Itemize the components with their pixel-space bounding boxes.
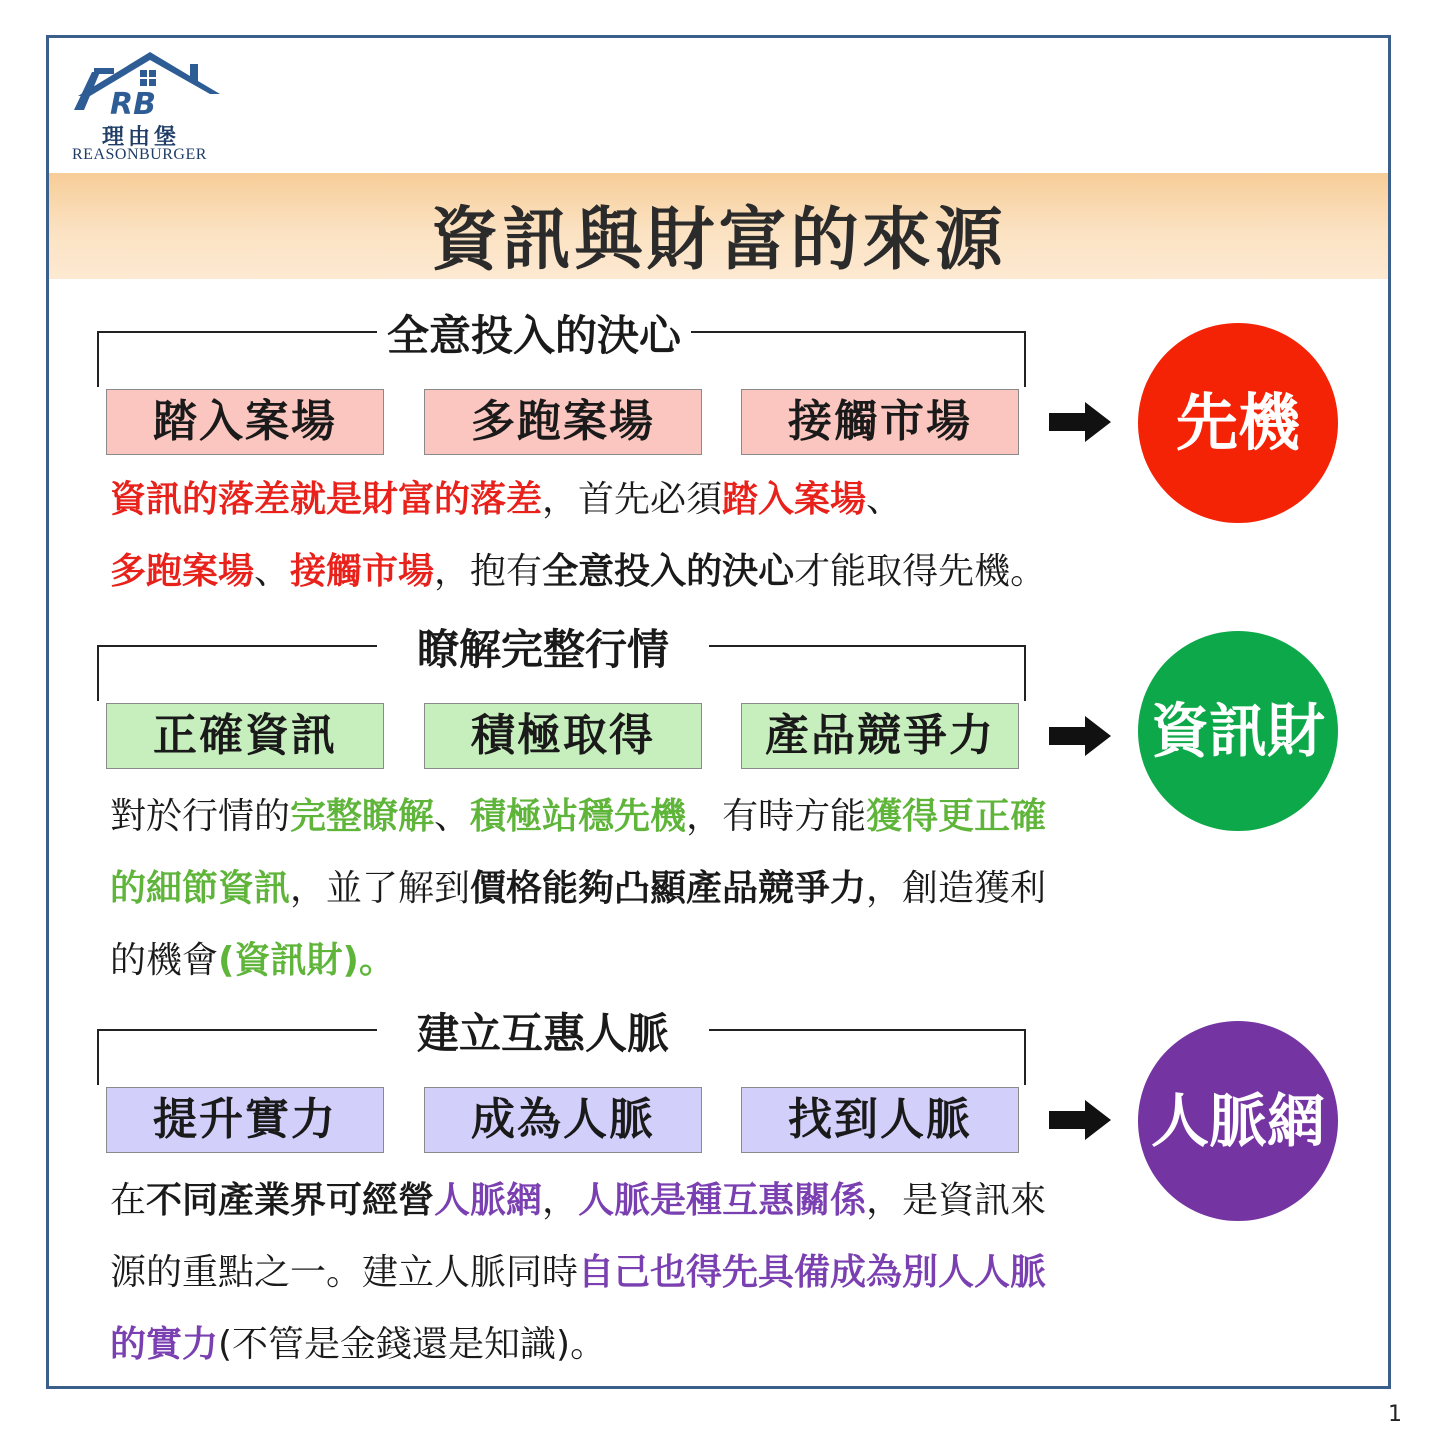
paragraph-section-2: [110, 781, 1160, 997]
bracket-section-2: [97, 625, 1026, 701]
text-span: 、: [254, 551, 291, 592]
text-span: 人脈是種互惠關係: [578, 1180, 867, 1221]
section-2-heading: 瞭解完整行情: [377, 617, 709, 677]
logo-name-cn: 理由堡: [102, 124, 181, 150]
text-span: ，抱有: [434, 551, 543, 592]
text-span: 源的重點之一。建立人脈同時: [110, 1252, 579, 1293]
box-step-2: 成為人脈: [424, 1087, 702, 1153]
section-3-heading: 建立互惠人脈: [377, 1001, 709, 1061]
text-span: 多跑案場: [110, 551, 255, 592]
text-span: 價格能夠凸顯產品競爭力: [470, 868, 867, 909]
text-span: 對於行情的: [110, 796, 291, 837]
text-span: 才能取得先機。: [794, 551, 1047, 592]
paragraph-section-3: [110, 1165, 1160, 1381]
right-arrow-icon: [1049, 716, 1111, 756]
box-step-3: 產品競爭力: [741, 703, 1019, 769]
text-span: 全意投入的決心: [542, 551, 795, 592]
text-span: 在: [110, 1180, 147, 1221]
text-span: (不管是金錢還是知識)。: [218, 1324, 607, 1365]
text-span: ，首先必須: [542, 479, 723, 520]
page-number: 1: [1388, 1402, 1402, 1427]
text-span: 資訊的落差就是財富的落差: [110, 479, 543, 520]
title-band: [49, 173, 1388, 279]
text-span: 積極站穩先機: [470, 796, 687, 837]
result-circle-2: 資訊財: [1138, 631, 1338, 831]
box-step-1: 提升實力: [106, 1087, 384, 1153]
text-span: 踏入案場: [722, 479, 867, 520]
bracket-section-1: [97, 311, 1026, 387]
text-span: ，有時方能: [686, 796, 867, 837]
right-arrow-icon: [1049, 402, 1111, 442]
text-span: ，創造獲利: [866, 868, 1047, 909]
house-logo-icon: [70, 48, 220, 123]
text-span: 自己也得先具備成為別人人脈: [578, 1252, 1047, 1293]
result-circle-1: 先機: [1138, 323, 1338, 523]
box-step-3: 接觸市場: [741, 389, 1019, 455]
bracket-section-3: [97, 1009, 1026, 1085]
box-step-3: 找到人脈: [741, 1087, 1019, 1153]
text-span: ，並了解到: [290, 868, 471, 909]
box-step-2: 積極取得: [424, 703, 702, 769]
text-span: 獲得更正確: [866, 796, 1047, 837]
paragraph-section-1: [110, 464, 1160, 608]
logo-name-en: REASONBURGER: [72, 146, 207, 163]
box-step-1: 踏入案場: [106, 389, 384, 455]
text-span: (資訊財): [218, 940, 359, 981]
text-span: 人脈網: [434, 1180, 543, 1221]
page-title: 資訊與財富的來源: [430, 201, 1007, 280]
result-circle-3: 人脈網: [1138, 1021, 1338, 1221]
text-span: 的細節資訊: [110, 868, 291, 909]
logo: [70, 48, 220, 163]
text-span: 不同產業界可經營: [146, 1180, 435, 1221]
section-1-heading: 全意投入的決心: [377, 303, 691, 363]
box-step-2: 多跑案場: [424, 389, 702, 455]
text-span: 、: [866, 479, 903, 520]
logo-mark: RB: [110, 87, 156, 122]
text-span: ，是資訊來: [866, 1180, 1047, 1221]
text-span: 的機會: [110, 940, 219, 981]
text-span: 。: [358, 940, 395, 981]
text-span: 的實力: [110, 1324, 219, 1365]
text-span: 接觸市場: [290, 551, 435, 592]
right-arrow-icon: [1049, 1100, 1111, 1140]
box-step-1: 正確資訊: [106, 703, 384, 769]
text-span: ，: [542, 1180, 579, 1221]
text-span: 完整瞭解: [290, 796, 435, 837]
text-span: 、: [434, 796, 471, 837]
